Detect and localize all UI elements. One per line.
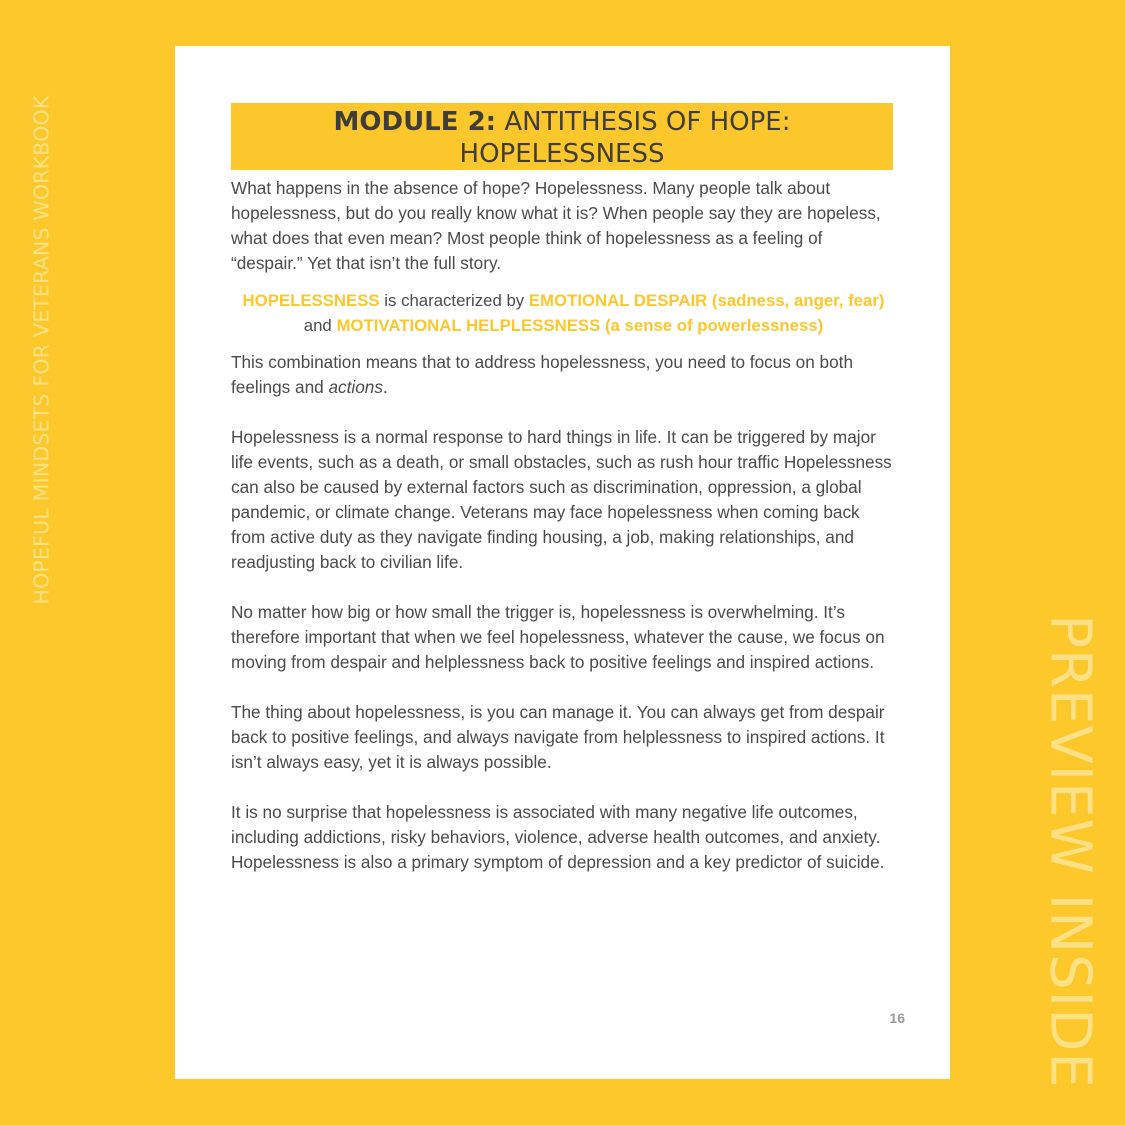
page-number: 16 xyxy=(889,1010,905,1026)
body-paragraph: It is no surprise that hopelessness is associated with many negative life outcomes, including addictions, risky behaviors, violence, adverse health outcomes, and anxiety. Hopelessness is also a primary symptom of depression and a key predictor of suicide. xyxy=(231,802,885,872)
body-paragraph: Hopelessness is a normal response to hard things in life. It can be triggered by major life events, such as a death, or small obstacles, such as rush hour traffic Hopelessness can also be caused by external factors such as discrimination, oppression, a global pandemic, or climate change. Veterans may face hopelessness when coming back from active duty as they navigate finding housing, a job, making relationships, and readjusting back to civilian life. xyxy=(231,427,892,572)
body-paragraph: The thing about hopelessness, is you can manage it. You can always get from despair back to positive feelings, and always navigate from helplessness to inspired actions. It isn’t always easy, yet it is always possible. xyxy=(231,702,885,772)
definition-line-1 xyxy=(231,288,896,313)
definition-callout xyxy=(231,288,896,338)
definition-connector-1: is characterized by xyxy=(379,291,529,310)
module-number: MODULE 2: xyxy=(333,107,497,137)
definition-emotional-despair: EMOTIONAL DESPAIR (sadness, anger, fear) xyxy=(528,291,885,310)
combination-text: This combination means that to address hopelessness, you need to focus on both feelings and xyxy=(231,352,853,397)
body-paragraph: No matter how big or how small the trigger is, hopelessness is overwhelming. It’s therefore important that when we feel hopelessness, whatever the cause, we focus on moving from despair and helplessness back to positive feelings and inspired actions. xyxy=(231,602,885,672)
definition-connector-2: and xyxy=(303,316,337,335)
side-label-preview xyxy=(1022,613,1118,1089)
intro-paragraph: What happens in the absence of hope? Hopelessness. Many people talk about hopelessness, but do you really know what it is? When people say they are hopeless, what does that even mean? Most people think of hopelessness as a feeling of “despair.” Yet that isn’t the full story. xyxy=(231,178,881,273)
definition-motivational-helplessness: MOTIVATIONAL HELPLESSNESS (a sense of powerlessness) xyxy=(336,316,824,335)
workbook-page xyxy=(175,46,950,1079)
combination-paragraph xyxy=(231,350,896,400)
module-title-line-1 xyxy=(231,106,893,138)
combination-italic: actions xyxy=(328,377,383,397)
workbook-title-text: HOPEFUL MINDSETS FOR VETERANS WORKBOOK xyxy=(30,95,54,605)
side-label-workbook-title xyxy=(20,44,64,656)
combination-end: . xyxy=(382,377,388,397)
definition-term: HOPELESSNESS xyxy=(242,291,380,310)
page-body xyxy=(231,176,896,875)
definition-line-2 xyxy=(231,313,896,338)
module-title-banner xyxy=(231,103,893,170)
module-title-part: ANTITHESIS OF HOPE: xyxy=(496,107,791,137)
module-title-line-2: HOPELESSNESS xyxy=(459,139,665,169)
preview-inside-text: PREVIEW INSIDE xyxy=(1037,613,1103,1089)
